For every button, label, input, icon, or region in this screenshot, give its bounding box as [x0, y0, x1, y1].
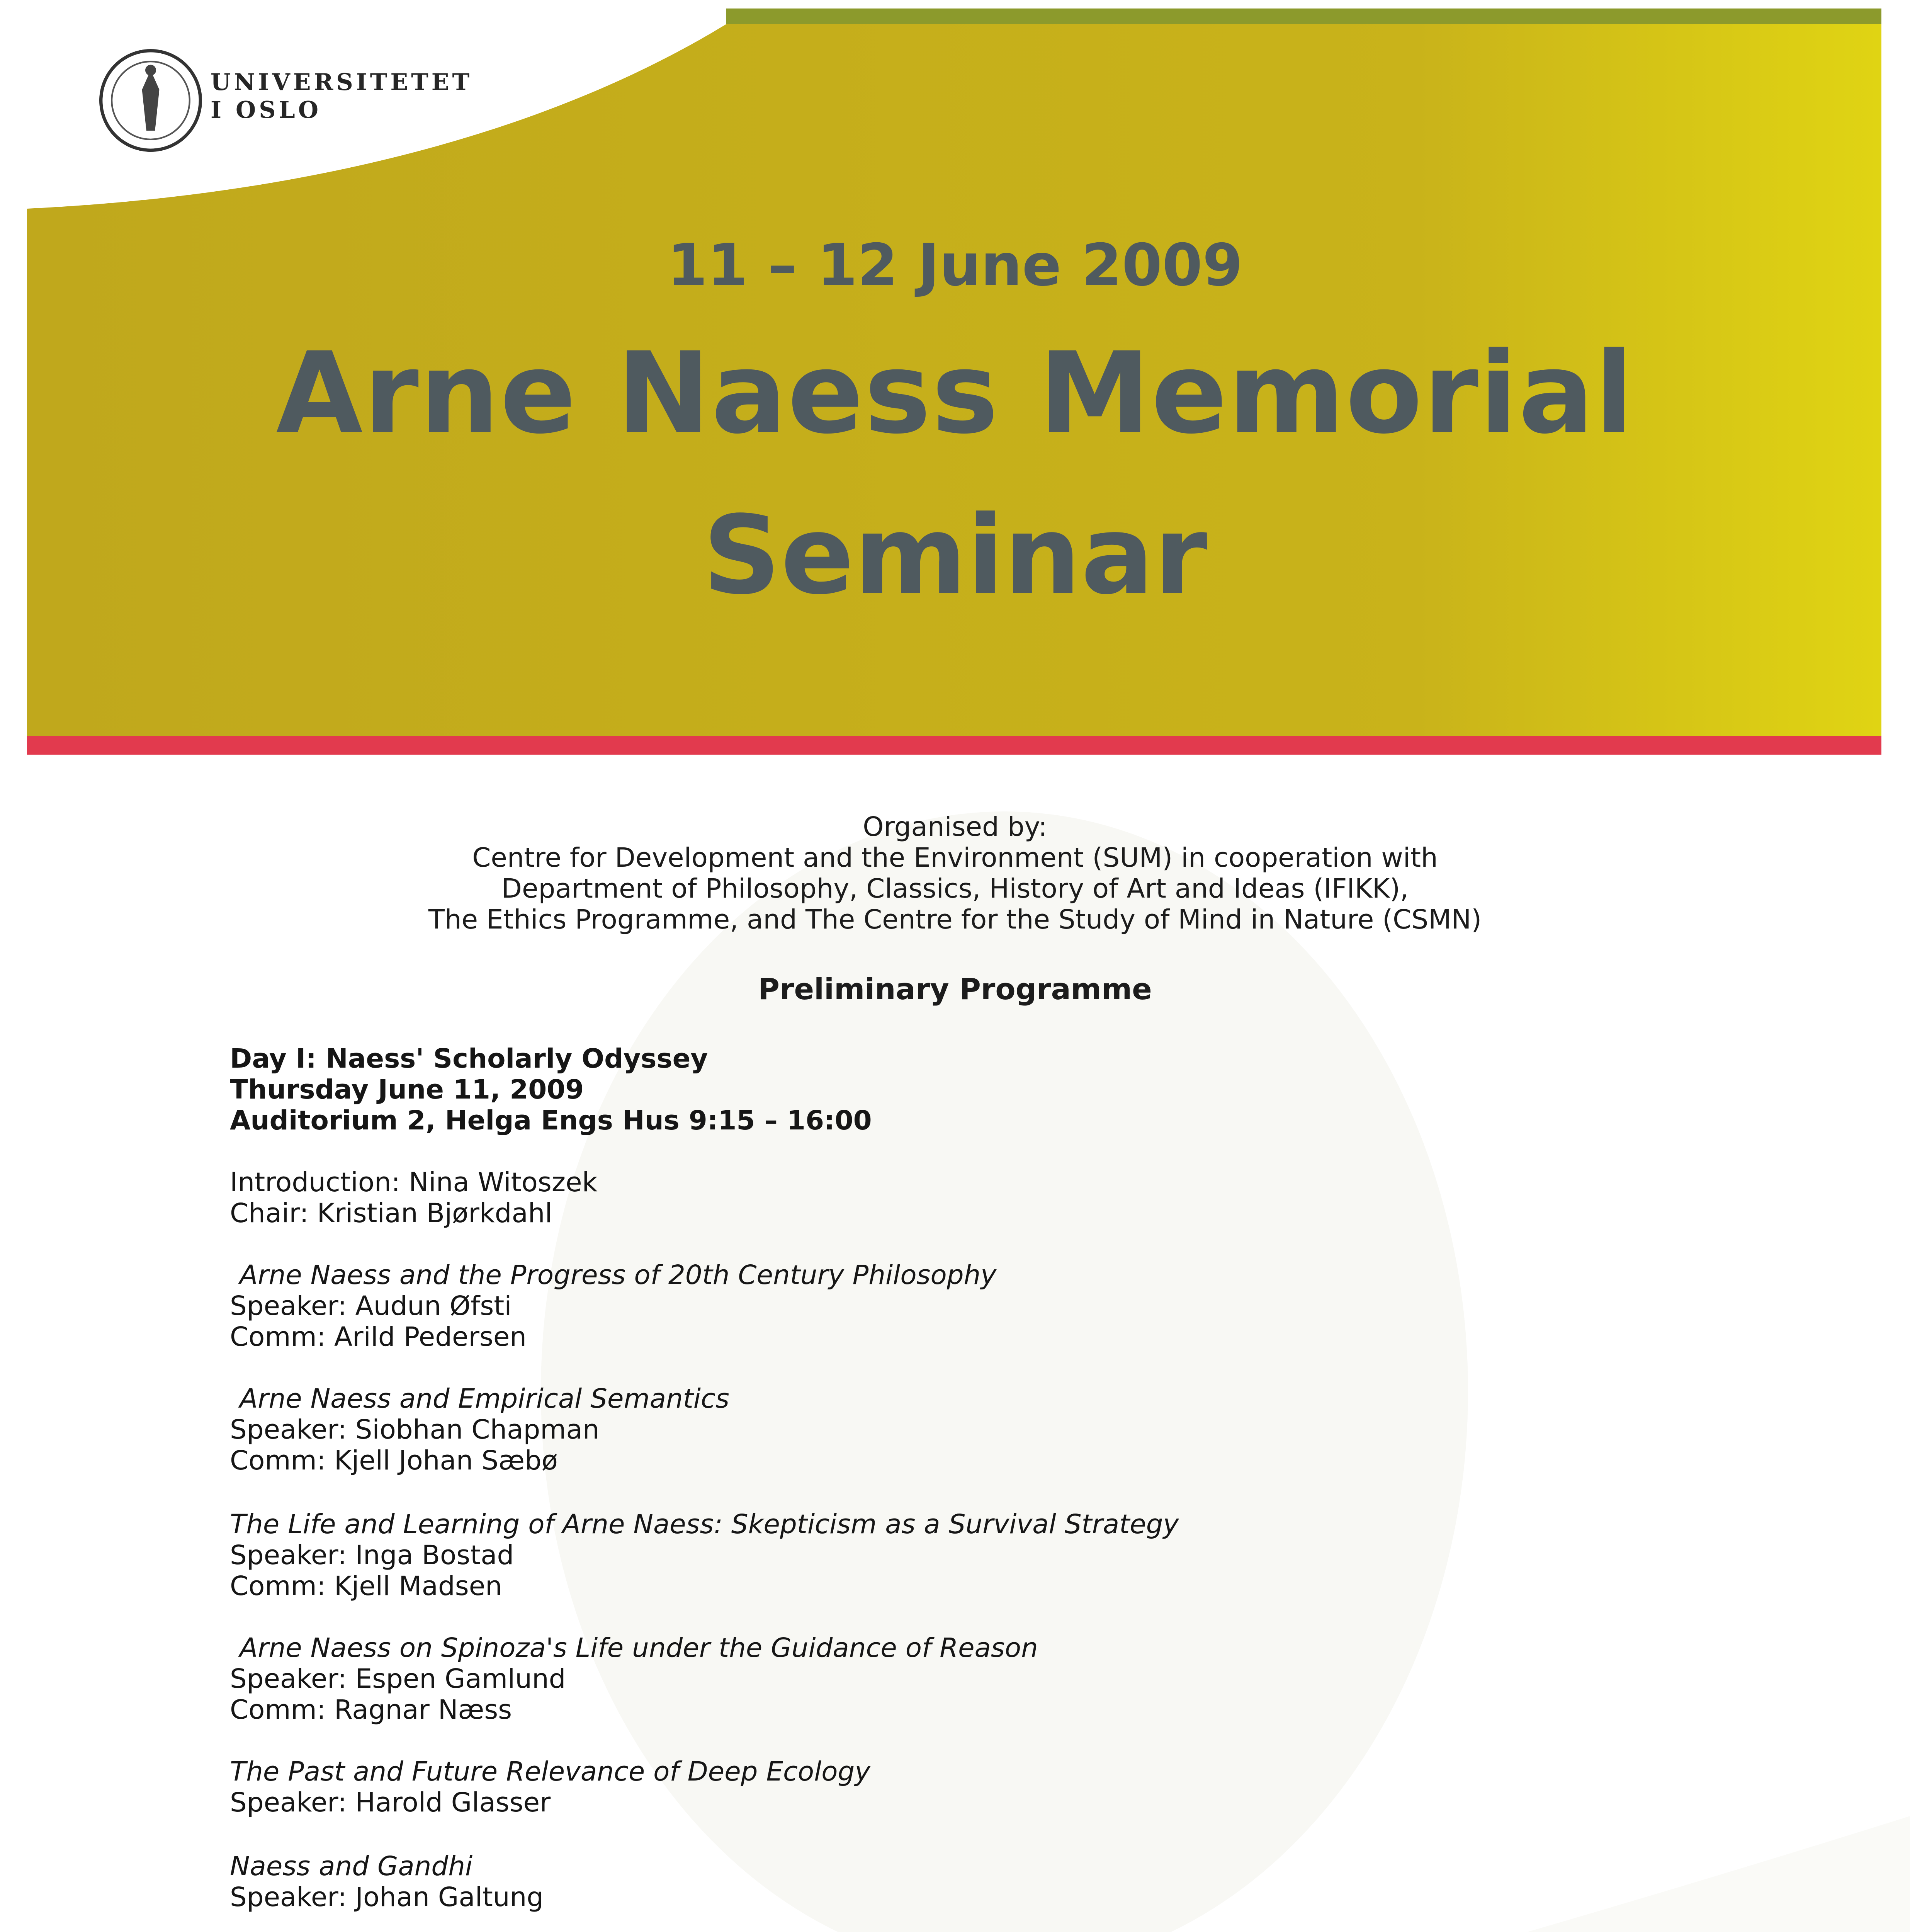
day1-title: Day I: Naess' Scholarly Odyssey [230, 1043, 708, 1074]
talk-title: Arne Naess and the Progress of 20th Century Philosophy [240, 1260, 997, 1291]
event-title-line1: Arne Naess Memorial [276, 328, 1634, 459]
talk-commentator: Comm: Kjell Madsen [230, 1571, 502, 1602]
institution-name-line1: UNIVERSITETET [211, 69, 473, 96]
header-top-line [726, 9, 1881, 24]
day1-venue: Auditorium 2, Helga Engs Hus 9:15 – 16:00 [230, 1105, 872, 1136]
day1-date: Thursday June 11, 2009 [230, 1074, 584, 1105]
talk-speaker: Speaker: Espen Gamlund [230, 1663, 566, 1694]
day1-introduction: Introduction: Nina Witoszek [230, 1167, 598, 1198]
organiser-line: The Ethics Programme, and The Centre for the Study of Mind in Nature (CSMN) [428, 904, 1482, 935]
day1-chair: Chair: Kristian Bjørkdahl [230, 1198, 552, 1229]
talk-speaker: Speaker: Harold Glasser [230, 1787, 551, 1818]
talk-speaker: Speaker: Johan Galtung [230, 1882, 544, 1913]
institution-name-line2: I OSLO [211, 97, 322, 124]
talk-title: Naess and Gandhi [230, 1851, 473, 1882]
talk-title: Arne Naess on Spinoza's Life under the Guidance of Reason [240, 1633, 1038, 1663]
talk-speaker: Speaker: Inga Bostad [230, 1540, 514, 1571]
uio-seal-icon [97, 46, 205, 155]
talk-title: The Life and Learning of Arne Naess: Skepticism as a Survival Strategy [230, 1509, 1179, 1540]
organiser-line: Department of Philosophy, Classics, History of Art and Ideas (IFIKK), [501, 873, 1409, 904]
event-date: 11 – 12 June 2009 [667, 232, 1243, 299]
talk-title: Arne Naess and Empirical Semantics [240, 1383, 729, 1414]
organised-by-label: Organised by: [863, 811, 1047, 842]
talk-commentator: Comm: Arild Pedersen [230, 1321, 527, 1352]
talk-title: The Past and Future Relevance of Deep Ecology [230, 1756, 871, 1787]
organiser-line: Centre for Development and the Environment (SUM) in cooperation with [472, 842, 1438, 873]
talk-commentator: Comm: Ragnar Næss [230, 1694, 512, 1725]
event-title-line2: Seminar [703, 493, 1207, 619]
talk-commentator: Comm: Kjell Johan Sæbø [230, 1445, 558, 1476]
programme-heading: Preliminary Programme [758, 972, 1152, 1006]
talk-speaker: Speaker: Siobhan Chapman [230, 1414, 600, 1445]
header-red-stripe [27, 736, 1881, 755]
talk-speaker: Speaker: Audun Øfsti [230, 1291, 512, 1321]
